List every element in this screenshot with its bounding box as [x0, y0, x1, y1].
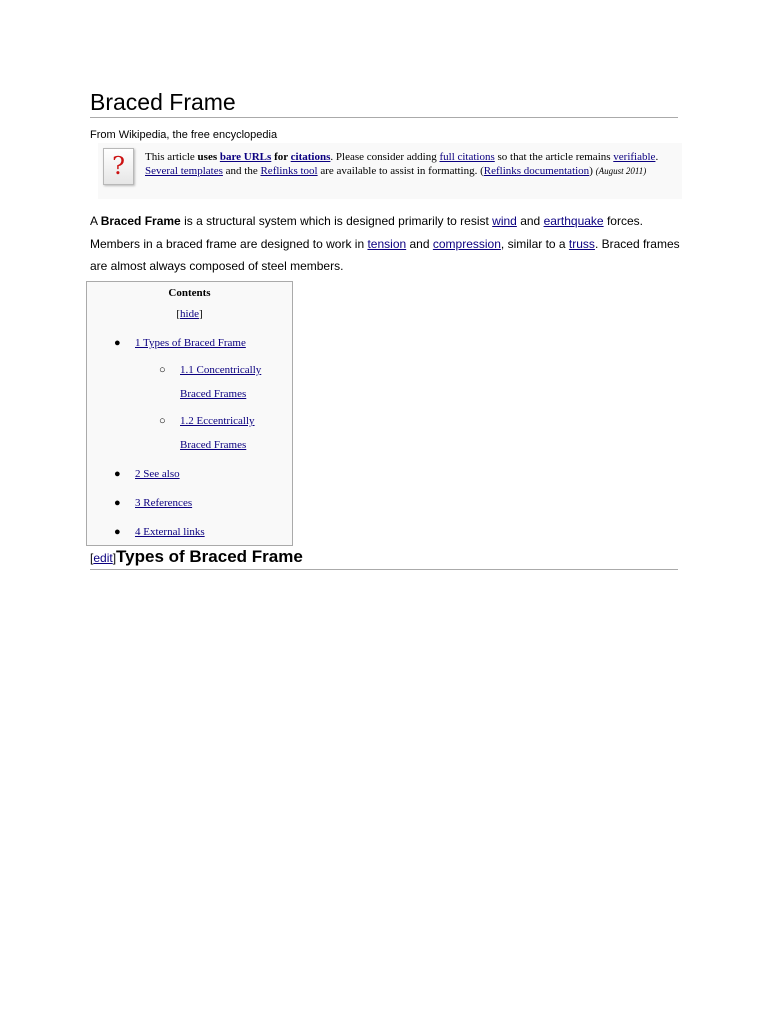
toc-toggle-bracket: [ [176, 308, 181, 320]
circle-bullet-icon: ○ [159, 364, 166, 376]
intro-text: and [516, 214, 544, 228]
circle-bullet-icon: ○ [159, 415, 166, 427]
notice-text [145, 150, 677, 178]
intro-term: Braced Frame [100, 214, 181, 228]
toc-link-references[interactable]: 3 References [135, 497, 193, 509]
edit-section [90, 551, 116, 565]
table-of-contents [86, 281, 293, 546]
intro-text: and [406, 236, 433, 251]
edit-bracket: ] [112, 551, 117, 565]
notice-text-part: . [655, 151, 659, 163]
notice-text-part: . Please consider adding [330, 151, 440, 163]
toc-link-line: Braced Frames [180, 388, 247, 400]
intro-text: forces. Members in a braced frame are designed to work in [90, 214, 643, 251]
page-title: Braced Frame [90, 88, 678, 118]
toc-link-see-also[interactable]: 2 See also [135, 468, 180, 480]
notice-date: (August 2011) [595, 166, 647, 176]
section-heading-text: Types of Braced Frame [116, 547, 303, 566]
section-heading [90, 547, 678, 570]
toc-item [135, 331, 246, 355]
intro-text: is a structural system which is designed primarily to resist [180, 214, 493, 228]
question-mark-icon: ? [103, 148, 134, 185]
wind-link[interactable]: wind [492, 214, 517, 228]
citations-link[interactable]: citations [290, 151, 331, 163]
toc-link-types[interactable]: 1 Types of Braced Frame [135, 337, 246, 349]
notice-text-part: for [271, 151, 291, 163]
toc-item [180, 409, 255, 457]
toc-link-line: Braced Frames [180, 439, 247, 451]
bullet-icon: ● [114, 497, 121, 509]
toc-title: Contents [168, 287, 211, 299]
tension-link[interactable]: tension [367, 236, 407, 251]
toc-link-concentrically[interactable] [180, 364, 261, 400]
toc-item [135, 520, 205, 544]
toc-toggle-bracket: ] [198, 308, 203, 320]
bullet-icon: ● [114, 337, 121, 349]
intro-paragraph [90, 210, 682, 278]
notice-text-part: so that the article remains [494, 151, 614, 163]
notice-text-part: uses [197, 151, 220, 163]
toc-link-external-links[interactable]: 4 External links [135, 526, 205, 538]
site-tagline: From Wikipedia, the free encyclopedia [90, 129, 278, 141]
intro-text: . Braced frames are almost always composed of steel members. [90, 236, 680, 273]
edit-bracket: [ [90, 551, 94, 565]
edit-section-link[interactable]: edit [93, 551, 113, 565]
toc-toggle [87, 308, 292, 320]
bare-urls-link[interactable]: bare URLs [219, 151, 272, 163]
earthquake-link[interactable]: earthquake [543, 214, 604, 228]
notice-text-part: This article [145, 151, 198, 163]
full-citations-link[interactable]: full citations [439, 151, 495, 163]
several-templates-link[interactable]: Several templates [145, 165, 223, 177]
intro-text: , similar to a [500, 236, 569, 251]
toc-link-line: 1.1 Concentrically [180, 364, 262, 376]
reflinks-documentation-link[interactable]: Reflinks documentation [483, 165, 590, 177]
intro-text: A [90, 214, 101, 228]
verifiable-link[interactable]: verifiable [613, 151, 656, 163]
notice-text-part: are available to assist in formatting. ( [317, 165, 484, 177]
citation-notice-box [98, 143, 682, 199]
notice-text-part: ) [589, 165, 596, 177]
notice-text-part: and the [222, 165, 261, 177]
reflinks-tool-link[interactable]: Reflinks tool [260, 165, 318, 177]
toc-hide-link[interactable]: hide [180, 308, 199, 320]
toc-item [180, 358, 261, 406]
toc-item [135, 491, 192, 515]
bullet-icon: ● [114, 468, 121, 480]
toc-item [135, 462, 180, 486]
truss-link[interactable]: truss [568, 236, 595, 251]
toc-link-line: 1.2 Eccentrically [180, 415, 255, 427]
compression-link[interactable]: compression [432, 236, 501, 251]
bullet-icon: ● [114, 526, 121, 538]
toc-link-eccentrically[interactable] [180, 415, 255, 451]
